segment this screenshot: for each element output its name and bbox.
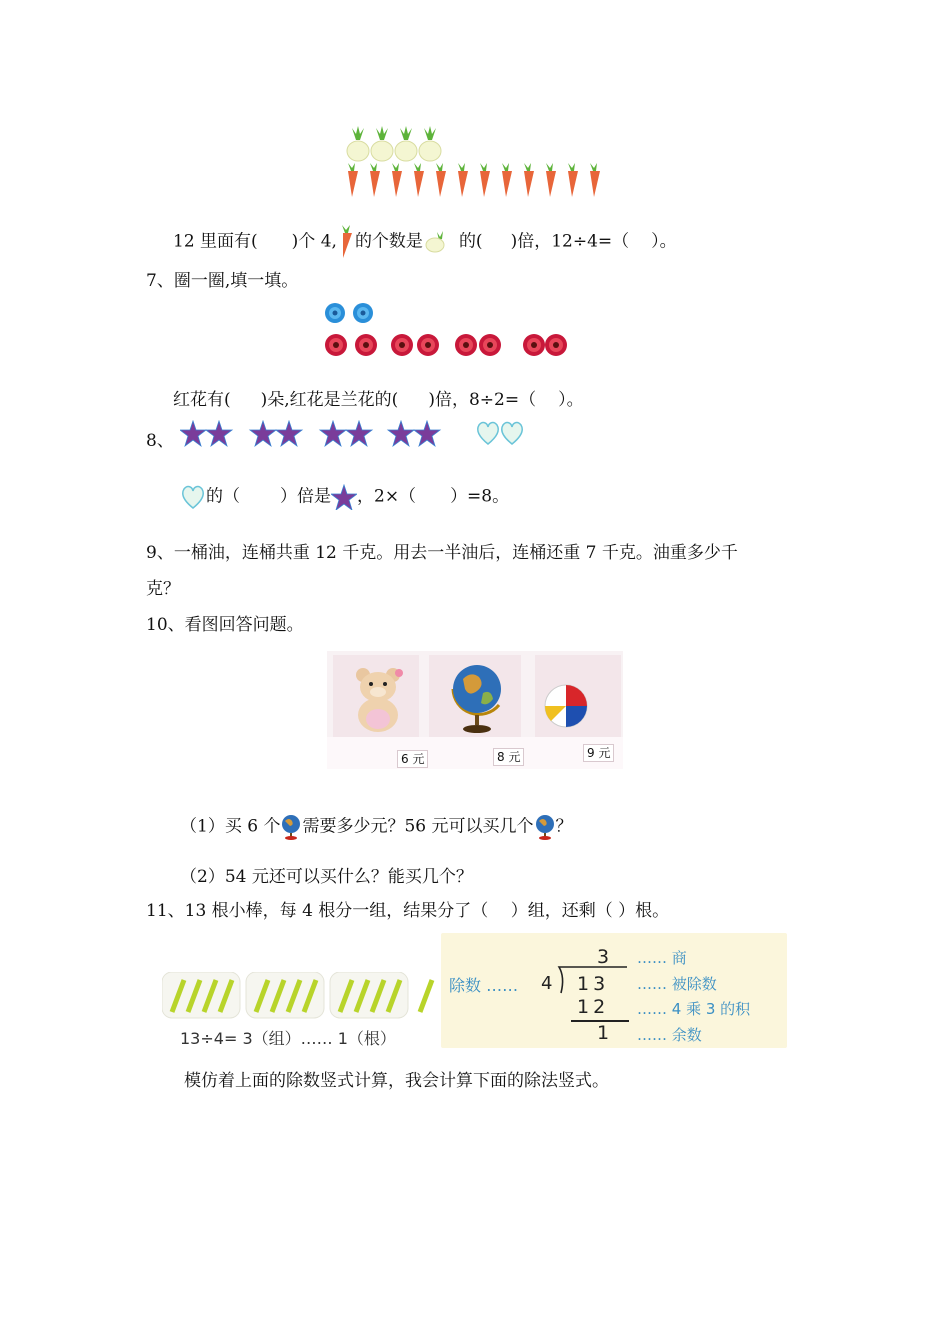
radish-row [346, 124, 452, 164]
q6-line: 12 里面有( )个 4, 的个数是 的( )倍，12÷4=（ ）。 [173, 225, 677, 259]
q8-number: 8、 [146, 431, 174, 451]
carrot-row [344, 163, 608, 199]
shop-picture [327, 651, 623, 769]
dividend: 13 [577, 973, 610, 995]
q10-title: 10、看图回答问题。 [146, 615, 304, 635]
price-tag-ball: 9 元 [583, 744, 614, 762]
label-remainder: …… 余数 [637, 1026, 702, 1044]
stick-groups [162, 972, 442, 1020]
price-tag-globe: 8 元 [493, 748, 524, 766]
label-quotient: …… 商 [637, 949, 687, 967]
divisor-label: 除数 …… [449, 976, 519, 995]
radish-icon [425, 230, 447, 254]
price-tag-bear: 6 元 [397, 750, 428, 768]
globe-icon [534, 814, 556, 840]
q11-title: 11、13 根小棒，每 4 根分一组，结果分了（ ）组，还剩（ ）根。 [146, 901, 670, 921]
q9-line2: 克？ [146, 579, 180, 599]
star-groups [180, 420, 530, 448]
star-icon [331, 484, 357, 510]
q7-line: 红花有( )朵,红花是兰花的( )倍，8÷2=（ ）。 [173, 390, 584, 410]
q10-sub2: （2）54 元还可以买什么？能买几个？ [180, 867, 473, 887]
remainder: 1 [597, 1022, 610, 1044]
globe-icon [445, 659, 509, 737]
ball-icon [543, 683, 589, 729]
carrot-icon [337, 225, 355, 259]
q11-instruction: 模仿着上面的除数竖式计算，我会计算下面的除法竖式。 [184, 1071, 609, 1091]
q7-title: 7、圈一圈,填一填。 [146, 271, 299, 291]
long-division-panel [441, 933, 787, 1048]
q9-line1: 9、一桶油，连桶共重 12 千克。用去一半油后，连桶还重 7 千克。油重多少千 [146, 543, 738, 563]
q8-line: 的（ ）倍是 ，2×（ ）=8。 [180, 484, 509, 510]
quotient: 3 [597, 946, 610, 968]
q10-sub1: （1）买 6 个 需要多少元？56 元可以买几个 ？ [180, 814, 573, 840]
division-equation: 13÷4= 3（组）…… 1（根） [180, 1029, 396, 1048]
product: 12 [577, 996, 610, 1018]
label-product: …… 4 乘 3 的积 [637, 1000, 751, 1018]
heart-icon [180, 484, 206, 510]
red-flowers [324, 332, 570, 358]
blue-flowers [324, 302, 378, 324]
globe-icon [280, 814, 302, 840]
divisor: 4 [541, 973, 553, 994]
label-dividend: …… 被除数 [637, 975, 717, 993]
teddy-bear-icon [349, 665, 407, 735]
